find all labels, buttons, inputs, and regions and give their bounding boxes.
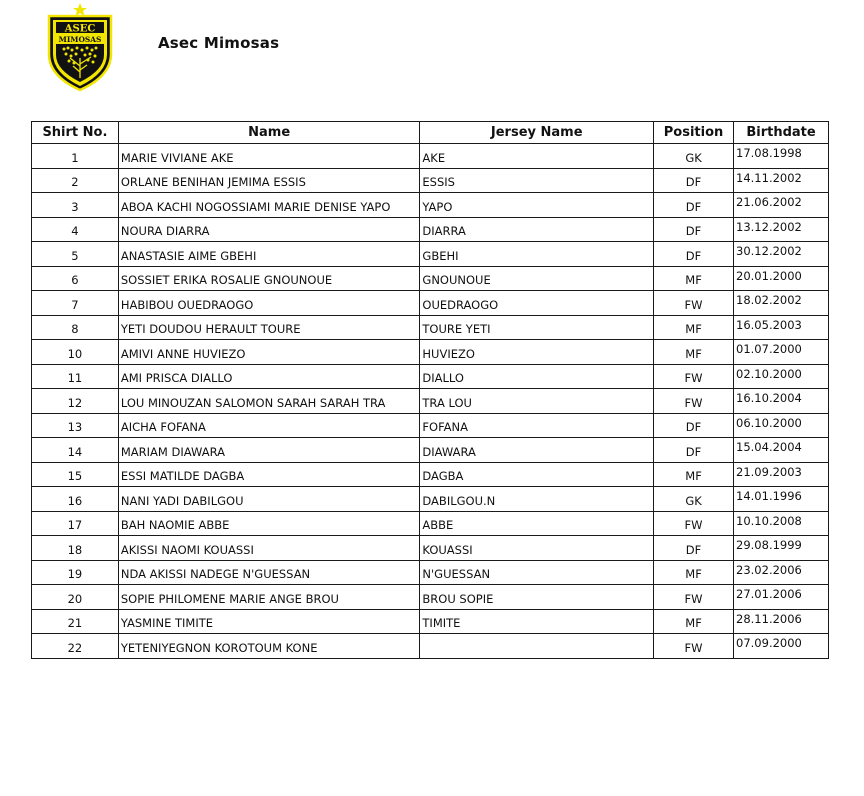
position-cell: GK xyxy=(654,144,734,169)
player-name-cell: AMI PRISCA DIALLO xyxy=(118,364,420,389)
position-cell: MF xyxy=(654,266,734,291)
birthdate-cell: 06.10.2000 xyxy=(734,413,829,438)
position-cell: DF xyxy=(654,168,734,193)
birthdate-cell: 13.12.2002 xyxy=(734,217,829,242)
player-name-cell: YETENIYEGNON KOROTOUM KONE xyxy=(118,634,420,659)
shirt-number-cell: 12 xyxy=(32,389,119,414)
shirt-number-cell: 3 xyxy=(32,193,119,218)
jersey-name-cell: DIARRA xyxy=(420,217,654,242)
shirt-number-cell: 15 xyxy=(32,462,119,487)
player-name-cell: SOPIE PHILOMENE MARIE ANGE BROU xyxy=(118,585,420,610)
table-row xyxy=(32,560,829,585)
table-row xyxy=(32,609,829,634)
jersey-name-cell: TOURE YETI xyxy=(420,315,654,340)
table-row xyxy=(32,536,829,561)
jersey-name-cell: KOUASSI xyxy=(420,536,654,561)
svg-text:ASEC: ASEC xyxy=(64,23,96,35)
jersey-name-cell: TIMITE xyxy=(420,609,654,634)
column-header-shirt-no: Shirt No. xyxy=(32,122,119,144)
team-title: Asec Mimosas xyxy=(158,34,280,52)
birthdate-cell: 18.02.2002 xyxy=(734,291,829,316)
position-cell: FW xyxy=(654,291,734,316)
shirt-number-cell: 8 xyxy=(32,315,119,340)
club-crest-icon xyxy=(46,2,114,92)
position-cell: DF xyxy=(654,413,734,438)
position-cell: FW xyxy=(654,364,734,389)
position-cell: MF xyxy=(654,340,734,365)
player-name-cell: AKISSI NAOMI KOUASSI xyxy=(118,536,420,561)
jersey-name-cell: TRA LOU xyxy=(420,389,654,414)
birthdate-cell: 17.08.1998 xyxy=(734,144,829,169)
shirt-number-cell: 14 xyxy=(32,438,119,463)
table-row xyxy=(32,364,829,389)
birthdate-cell: 16.05.2003 xyxy=(734,315,829,340)
position-cell: MF xyxy=(654,609,734,634)
position-cell: FW xyxy=(654,585,734,610)
jersey-name-cell: ESSIS xyxy=(420,168,654,193)
player-name-cell: NDA AKISSI NADEGE N'GUESSAN xyxy=(118,560,420,585)
position-cell: FW xyxy=(654,389,734,414)
shirt-number-cell: 5 xyxy=(32,242,119,267)
table-header-row xyxy=(32,122,829,144)
birthdate-cell: 29.08.1999 xyxy=(734,536,829,561)
jersey-name-cell: GNOUNOUE xyxy=(420,266,654,291)
shirt-number-cell: 13 xyxy=(32,413,119,438)
jersey-name-cell: AKE xyxy=(420,144,654,169)
jersey-name-cell: DIAWARA xyxy=(420,438,654,463)
birthdate-cell: 30.12.2002 xyxy=(734,242,829,267)
player-name-cell: BAH NAOMIE ABBE xyxy=(118,511,420,536)
birthdate-cell: 23.02.2006 xyxy=(734,560,829,585)
table-row xyxy=(32,168,829,193)
position-cell: GK xyxy=(654,487,734,512)
birthdate-cell: 14.01.1996 xyxy=(734,487,829,512)
svg-text:MIMOSAS: MIMOSAS xyxy=(58,35,102,44)
birthdate-cell: 10.10.2008 xyxy=(734,511,829,536)
birthdate-cell: 15.04.2004 xyxy=(734,438,829,463)
player-name-cell: YETI DOUDOU HERAULT TOURE xyxy=(118,315,420,340)
squad-table xyxy=(31,121,829,659)
shirt-number-cell: 21 xyxy=(32,609,119,634)
table-row xyxy=(32,487,829,512)
position-cell: FW xyxy=(654,634,734,659)
birthdate-cell: 16.10.2004 xyxy=(734,389,829,414)
player-name-cell: ESSI MATILDE DAGBA xyxy=(118,462,420,487)
table-row xyxy=(32,242,829,267)
shirt-number-cell: 7 xyxy=(32,291,119,316)
shirt-number-cell: 20 xyxy=(32,585,119,610)
birthdate-cell: 20.01.2000 xyxy=(734,266,829,291)
table-row xyxy=(32,315,829,340)
jersey-name-cell: YAPO xyxy=(420,193,654,218)
column-header-birthdate: Birthdate xyxy=(734,122,829,144)
birthdate-cell: 14.11.2002 xyxy=(734,168,829,193)
position-cell: MF xyxy=(654,315,734,340)
player-name-cell: ORLANE BENIHAN JEMIMA ESSIS xyxy=(118,168,420,193)
jersey-name-cell: DAGBA xyxy=(420,462,654,487)
player-name-cell: SOSSIET ERIKA ROSALIE GNOUNOUE xyxy=(118,266,420,291)
jersey-name-cell: ABBE xyxy=(420,511,654,536)
table-row xyxy=(32,462,829,487)
player-name-cell: AMIVI ANNE HUVIEZO xyxy=(118,340,420,365)
player-name-cell: NANI YADI DABILGOU xyxy=(118,487,420,512)
birthdate-cell: 21.09.2003 xyxy=(734,462,829,487)
table-row xyxy=(32,585,829,610)
shirt-number-cell: 16 xyxy=(32,487,119,512)
shirt-number-cell: 4 xyxy=(32,217,119,242)
shirt-number-cell: 18 xyxy=(32,536,119,561)
player-name-cell: NOURA DIARRA xyxy=(118,217,420,242)
birthdate-cell: 01.07.2000 xyxy=(734,340,829,365)
player-name-cell: MARIAM DIAWARA xyxy=(118,438,420,463)
player-name-cell: MARIE VIVIANE AKE xyxy=(118,144,420,169)
shirt-number-cell: 11 xyxy=(32,364,119,389)
position-cell: FW xyxy=(654,511,734,536)
player-name-cell: LOU MINOUZAN SALOMON SARAH SARAH TRA xyxy=(118,389,420,414)
jersey-name-cell: OUEDRAOGO xyxy=(420,291,654,316)
table-row xyxy=(32,266,829,291)
table-row xyxy=(32,634,829,659)
table-row xyxy=(32,389,829,414)
birthdate-cell: 02.10.2000 xyxy=(734,364,829,389)
table-row xyxy=(32,438,829,463)
shirt-number-cell: 17 xyxy=(32,511,119,536)
column-header-name: Name xyxy=(118,122,420,144)
table-row xyxy=(32,413,829,438)
birthdate-cell: 07.09.2000 xyxy=(734,634,829,659)
birthdate-cell: 27.01.2006 xyxy=(734,585,829,610)
jersey-name-cell: DABILGOU.N xyxy=(420,487,654,512)
table-row xyxy=(32,291,829,316)
table-row xyxy=(32,193,829,218)
shirt-number-cell: 10 xyxy=(32,340,119,365)
table-row xyxy=(32,511,829,536)
position-cell: DF xyxy=(654,242,734,267)
position-cell: MF xyxy=(654,462,734,487)
shirt-number-cell: 1 xyxy=(32,144,119,169)
birthdate-cell: 21.06.2002 xyxy=(734,193,829,218)
position-cell: DF xyxy=(654,536,734,561)
shirt-number-cell: 19 xyxy=(32,560,119,585)
position-cell: DF xyxy=(654,438,734,463)
star-icon xyxy=(73,3,87,16)
table-row xyxy=(32,144,829,169)
column-header-position: Position xyxy=(654,122,734,144)
birthdate-cell: 28.11.2006 xyxy=(734,609,829,634)
column-header-jersey-name: Jersey Name xyxy=(420,122,654,144)
position-cell: MF xyxy=(654,560,734,585)
table-row xyxy=(32,340,829,365)
jersey-name-cell: GBEHI xyxy=(420,242,654,267)
player-name-cell: AICHA FOFANA xyxy=(118,413,420,438)
player-name-cell: ANASTASIE AIME GBEHI xyxy=(118,242,420,267)
jersey-name-cell xyxy=(420,634,654,659)
player-name-cell: HABIBOU OUEDRAOGO xyxy=(118,291,420,316)
jersey-name-cell: FOFANA xyxy=(420,413,654,438)
shirt-number-cell: 2 xyxy=(32,168,119,193)
position-cell: DF xyxy=(654,193,734,218)
position-cell: DF xyxy=(654,217,734,242)
jersey-name-cell: DIALLO xyxy=(420,364,654,389)
jersey-name-cell: BROU SOPIE xyxy=(420,585,654,610)
jersey-name-cell: HUVIEZO xyxy=(420,340,654,365)
jersey-name-cell: N'GUESSAN xyxy=(420,560,654,585)
shirt-number-cell: 6 xyxy=(32,266,119,291)
player-name-cell: YASMINE TIMITE xyxy=(118,609,420,634)
table-row xyxy=(32,217,829,242)
player-name-cell: ABOA KACHI NOGOSSIAMI MARIE DENISE YAPO xyxy=(118,193,420,218)
shirt-number-cell: 22 xyxy=(32,634,119,659)
